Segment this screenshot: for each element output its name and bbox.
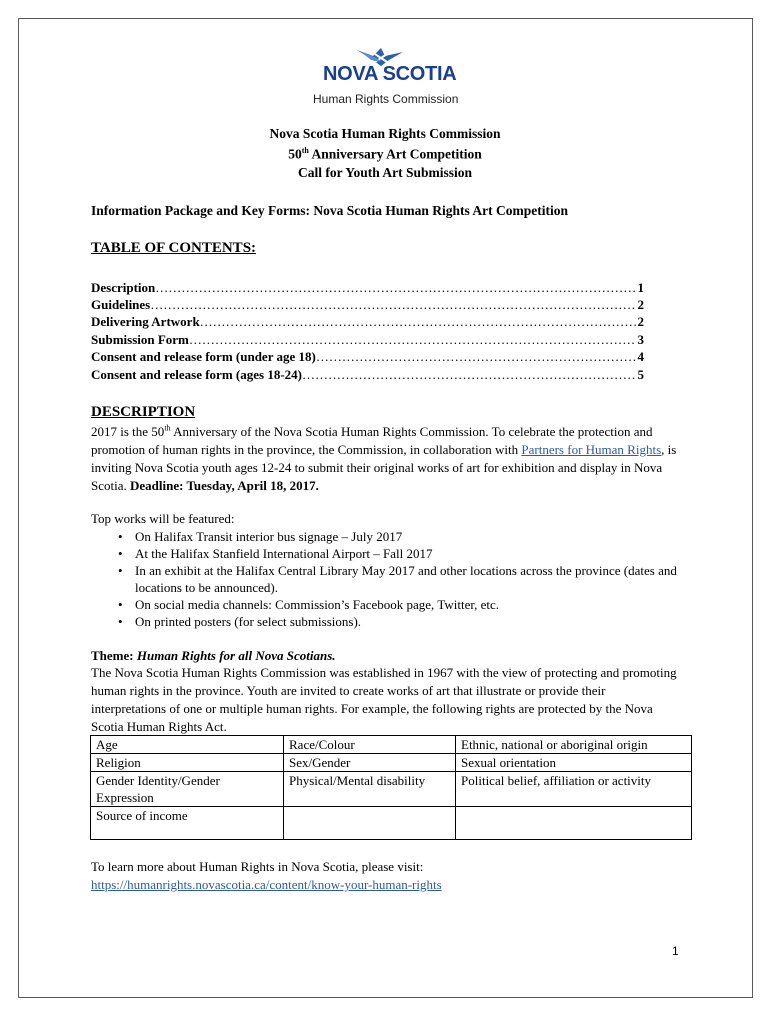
- description-heading: DESCRIPTION: [91, 404, 196, 420]
- toc-item-consent-under-18[interactable]: Consent and release form (under age 18) …………………………………………………………………………………………………………………………………………………… 4: [91, 349, 644, 365]
- list-item: • In an exhibit at the Halifax Central Library May 2017 and other locations across the province (dates and locations to be announced).: [91, 562, 681, 596]
- description-paragraph: 2017 is the 50th Anniversary of the Nova Scotia Human Rights Commission. To celebrate the protection and promotion of human rights in the province, the Commission, in collaboration with Partners for Human Rights, is inviting Nova Scotia youth ages 12-24 to submit their original works of art for exhibition and display in Nova Scotia. Deadline: Tuesday, April 18, 2017.: [91, 423, 677, 493]
- toc-item-description[interactable]: Description …………………………………………………………………………………………………………………………………………………… 1: [91, 280, 644, 296]
- table-cell: Sexual orientation: [456, 754, 692, 772]
- rights-table: [90, 735, 692, 840]
- logo-brand-text: NOVA SCOTIA: [323, 63, 457, 85]
- header-line-2: 50th Anniversary Art Competition: [288, 146, 482, 162]
- table-cell: Religion: [91, 754, 284, 772]
- table-cell: Source of income: [91, 807, 284, 840]
- toc-item-consent-18-24[interactable]: Consent and release form (ages 18-24) …………………………………………………………………………………………………………………………………………………… 5: [91, 367, 644, 383]
- list-item: • On social media channels: Commission’s Facebook page, Twitter, etc.: [91, 596, 681, 613]
- table-cell: Physical/Mental disability: [284, 772, 456, 807]
- table-cell: Sex/Gender: [284, 754, 456, 772]
- table-cell: [456, 807, 692, 840]
- header-line-3: Call for Youth Art Submission: [297, 165, 473, 180]
- info-package-heading: Information Package and Key Forms: Nova Scotia Human Rights Art Competition: [91, 203, 568, 218]
- logo-subtitle: Human Rights Commission: [313, 92, 459, 106]
- toc-item-submission-form[interactable]: Submission Form …………………………………………………………………………………………………………………………………………………… 3: [91, 332, 644, 348]
- table-cell: [284, 807, 456, 840]
- table-cell: Race/Colour: [284, 736, 456, 754]
- featured-intro: Top works will be featured:: [91, 511, 235, 526]
- toc-item-guidelines[interactable]: Guidelines …………………………………………………………………………………………………………………………………………………… 2: [91, 297, 644, 313]
- table-cell: Gender Identity/Gender Expression: [91, 772, 284, 807]
- toc-heading: TABLE OF CONTENTS:: [91, 240, 257, 256]
- theme-body: The Nova Scotia Human Rights Commission was established in 1967 with the view of protecting and promoting human rights in the province. Youth are invited to create works of art that illustrate or provide their interpretations of one or multiple human rights. For example, the following rights are protected by the Nova Scotia Human Rights Act.: [91, 665, 677, 734]
- list-item: • At the Halifax Stanfield International Airport – Fall 2017: [91, 545, 681, 562]
- deadline-text: Deadline: Tuesday, April 18, 2017.: [130, 478, 319, 493]
- list-item: • On Halifax Transit interior bus signage – July 2017: [91, 528, 681, 545]
- theme-line: Theme: Human Rights for all Nova Scotians.: [91, 648, 336, 663]
- header-line-1: Nova Scotia Human Rights Commission: [269, 126, 501, 141]
- theme-title: Human Rights for all Nova Scotians.: [136, 648, 336, 663]
- table-cell: Ethnic, national or aboriginal origin: [456, 736, 692, 754]
- list-item: • On printed posters (for select submissions).: [91, 613, 681, 630]
- table-row: [91, 736, 692, 754]
- page-number: 1: [672, 944, 679, 958]
- table-row: [91, 807, 692, 840]
- learn-more-link-line: [91, 876, 681, 894]
- table-cell: Age: [91, 736, 284, 754]
- featured-list: [91, 528, 681, 630]
- toc-item-delivering-artwork[interactable]: Delivering Artwork …………………………………………………………………………………………………………………………………………………… 2: [91, 314, 644, 330]
- table-row: [91, 772, 692, 807]
- table-cell: Political belief, affiliation or activity: [456, 772, 692, 807]
- learn-more-text: To learn more about Human Rights in Nova Scotia, please visit:: [91, 859, 424, 874]
- table-row: [91, 754, 692, 772]
- human-rights-link[interactable]: https://humanrights.novascotia.ca/content/know-your-human-rights: [91, 877, 442, 892]
- nova-scotia-logo: [311, 46, 459, 112]
- partners-link[interactable]: Partners for Human Rights: [521, 442, 662, 457]
